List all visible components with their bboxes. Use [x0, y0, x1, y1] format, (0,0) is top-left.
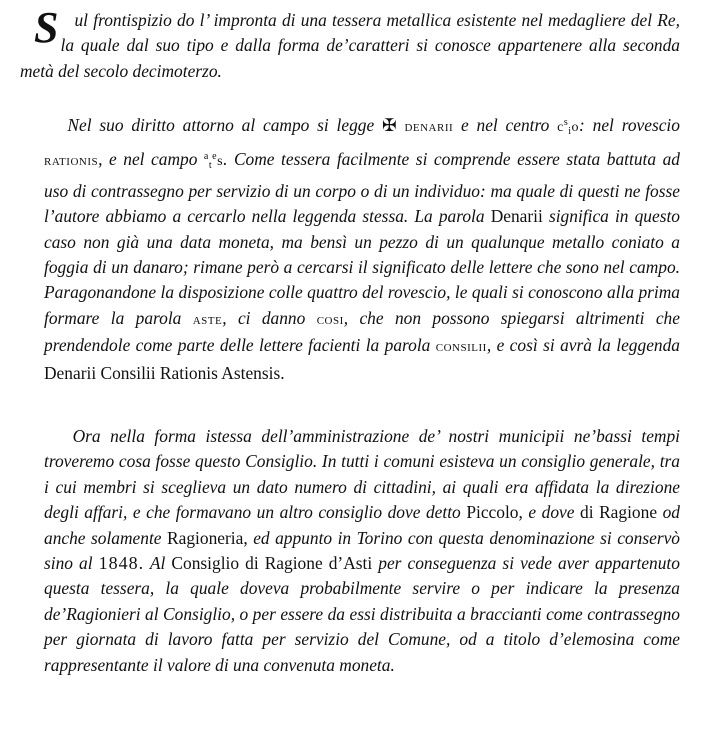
legend-rationis: rationis	[44, 153, 99, 170]
paragraph-1	[20, 3, 680, 84]
p2-text-7: , ci danno	[222, 307, 306, 328]
word-ragioneria: Ragioneria,	[167, 527, 248, 548]
p2-text-9: , e così si avrà la leggenda	[486, 335, 680, 356]
p2-text-2: e nel centro	[460, 115, 550, 135]
p2-text-5: . Come tessera facilmente si comprende essere stata battuta ad uso di contrassegno per servizio di un corpo o di un individuo: ma quale di questi ne fosse l’autore abbiamo a cercarlo nella leggenda stessa. La parola	[44, 149, 680, 227]
p2-text-1: Nel suo diritto attorno al campo si legge	[67, 115, 375, 135]
cross-symbol: ✠	[382, 115, 397, 135]
field-monogram: $^a_t^e$s	[203, 151, 224, 172]
paragraph-3	[44, 424, 680, 678]
word-di-ragione: di Ragione	[580, 502, 658, 523]
center-monogram: $c^s_io$	[557, 117, 580, 137]
legend-denarii: denarii	[404, 119, 454, 135]
word-consilii: consilii	[435, 339, 487, 356]
full-legend: Denarii Consilii Rationis Astensis.	[44, 362, 285, 383]
word-piccolo: Piccolo,	[466, 502, 523, 523]
p3-text-1: Ora nella forma istessa dell’amministrazione de’ nostri municipii ne’bassi tempi troveremo cosa fosse questo Consiglio. In tutti i comuni esisteva un consiglio generale, tra i cui membri si sceglieva un dato numero di cittadini, ai quali era affidata la direzione degli affari, e che formavano un altro consiglio dove detto	[44, 426, 680, 523]
word-denarii: Denarii	[490, 206, 543, 227]
p3-text-4: ed appunto in Torino con questa denominazione si conservò sino al	[44, 527, 680, 574]
consiglio-di-ragione-dasti: Consiglio di Ragione d’Asti	[171, 553, 373, 574]
p3-text-3: od anche solamente	[44, 502, 680, 548]
p3-text-2: e dove	[528, 502, 575, 523]
word-aste: aste	[192, 311, 223, 328]
p2-text-8: , che non possono spiegarsi altrimenti che prendendole come parte delle lettere facienti la parola	[44, 307, 680, 356]
p3-text-5: Al	[149, 553, 166, 574]
paragraph-2	[44, 110, 680, 386]
p2-text-3: : nel rovescio	[579, 115, 680, 135]
year-1848: 1848.	[98, 553, 145, 574]
p2-text-6: significa in questo caso non già una data moneta, ma bensì un pezzo di un qualunque metallo coniato a foggia di un danaro; rimane però a cercarsi il significato delle lettere che sono nel campo. Paragonandone la disposizione colle quattro del rovescio, le quali si conoscono alla prima formare la parola	[44, 206, 680, 328]
drop-cap: S	[34, 3, 59, 52]
p2-text-4: , e nel campo	[98, 149, 198, 170]
word-cosi: cosi	[316, 311, 344, 328]
paragraph-1-text: ul frontispizio do l’ impronta di una tessera metallica esistente nel medagliere del Re, la quale dal suo tipo e dalla forma de’caratteri si conosce appartenere alla seconda metà del secolo decimoterzo.	[20, 10, 680, 81]
p3-text-6: per conseguenza si vede aver appartenuto questa tessera, la quale doveva probabilmente servire o per indicare la presenza de’Ragionieri al Consiglio, o per essere da essi distribuita a braccianti come contrassegno per giornata di lavoro fatta per servizio del Comune, od a titolo d’elemosina come rappresentante il valore di una convenuta moneta.	[44, 553, 680, 675]
